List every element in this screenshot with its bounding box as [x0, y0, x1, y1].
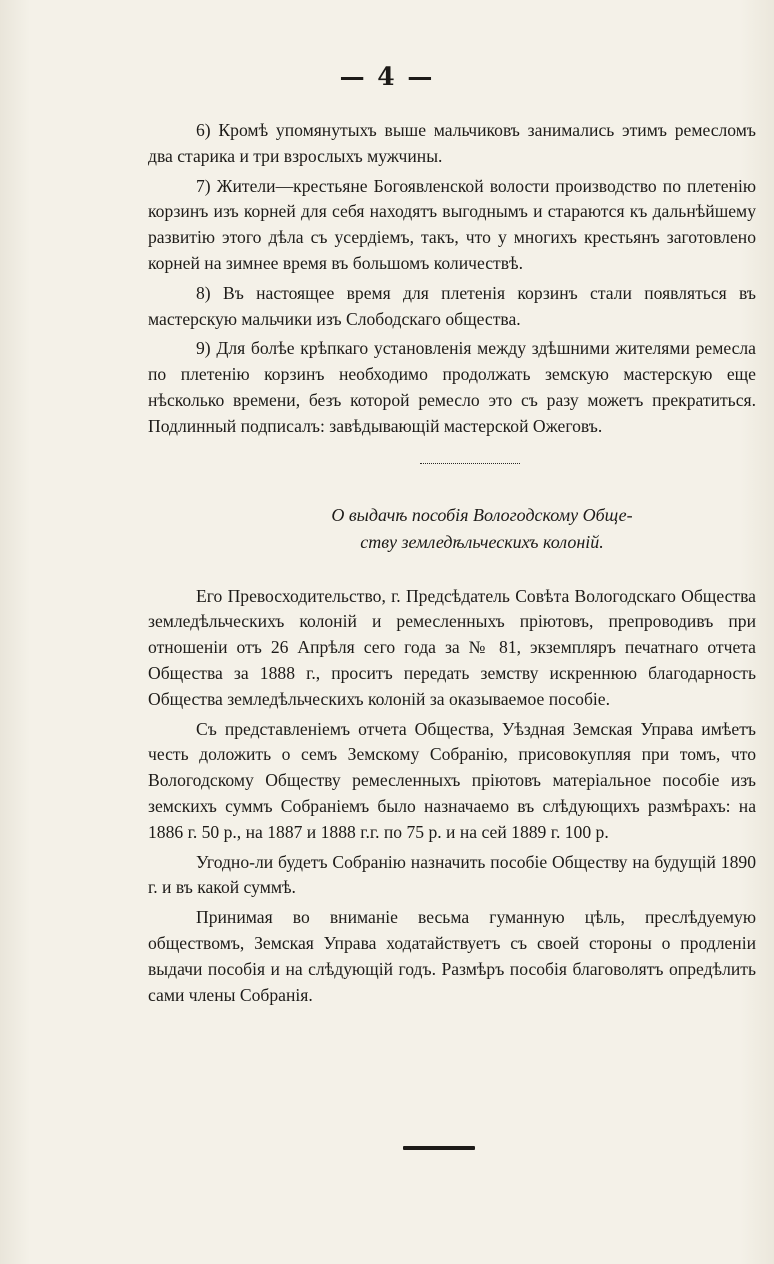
page-number: — 4 —	[339, 62, 435, 91]
paragraph-9: 9) Для болѣе крѣпкаго установленія между здѣшними жителями ремесла по плетенію корзинъ необходимо продолжать земскую мастерскую еще нѣсколько времени, безъ которой ремесло это съ разу можетъ прекратиться. Подлинный подписалъ: завѣдывающій мастерской Ожеговъ.	[148, 338, 756, 436]
dotted-separator	[420, 462, 520, 464]
paragraph-question: Угодно-ли будетъ Собранію назначить пособіе Обществу на будущій 1890 г. и въ какой суммѣ.	[148, 851, 756, 898]
document-body	[148, 118, 756, 1012]
paragraph-presentation: Съ представленіемъ отчета Общества, Уѣздная Земская Управа имѣетъ честь доложить о семъ Земскому Собранію, присовокупляя при томъ, что Вологодскому Обществу ремесленныхъ пріютовъ матеріальное пособіе изъ земскихъ суммъ Собраніемъ было назначаемо въ слѣдующихъ размѣрахъ: на 1886 г. 50 р., на 1887 и 1888 г.г. по 75 р. и на сей 1889 г. 100 р.	[148, 718, 756, 842]
paragraph-petition: Принимая во вниманіе весьма гуманную цѣль, преслѣдуемую обществомъ, Земская Управа ходатайствуетъ съ своей стороны о продленіи выдачи пособія и на слѣдующій годъ. Размѣръ пособія благоволятъ опредѣлить сами члены Собранія.	[148, 907, 756, 1005]
section-heading-line-2: ству земледѣльческихъ колоній.	[360, 531, 604, 552]
paragraph-7: 7) Жители—крестьяне Богоявленской волости производство по плетенію корзинъ изъ корней для себя находятъ выгоднымъ и стараются къ дальнѣйшему развитію этого дѣла съ усердіемъ, такъ, что у многихъ крестьянъ заготовлено корней на зимнее время въ большомъ количествѣ.	[148, 175, 756, 273]
section-heading-line-1: О выдачѣ пособія Вологодскому Обще-	[331, 504, 633, 525]
paragraph-8: 8) Въ настоящее время для плетенія корзинъ стали появляться въ мастерскую мальчики изъ Слободскаго общества.	[148, 282, 756, 329]
paragraph-report: Его Превосходительство, г. Предсѣдатель Совѣта Вологодскаго Общества земледѣльческихъ колоній и ремесленныхъ пріютовъ, препроводивъ при отношеніи отъ 26 Апрѣля сего года за № 81, экземпляръ печатнаго отчета Общества за 1888 г., проситъ передать земству искреннюю благодарность Общества земледѣльческихъ колоній за оказываемое пособіе.	[148, 585, 756, 709]
end-rule	[403, 1146, 475, 1150]
paragraph-6: 6) Кромѣ упомянутыхъ выше мальчиковъ занимались этимъ ремесломъ два старика и три взрослыхъ мужчины.	[148, 120, 756, 166]
section-heading	[148, 502, 756, 556]
